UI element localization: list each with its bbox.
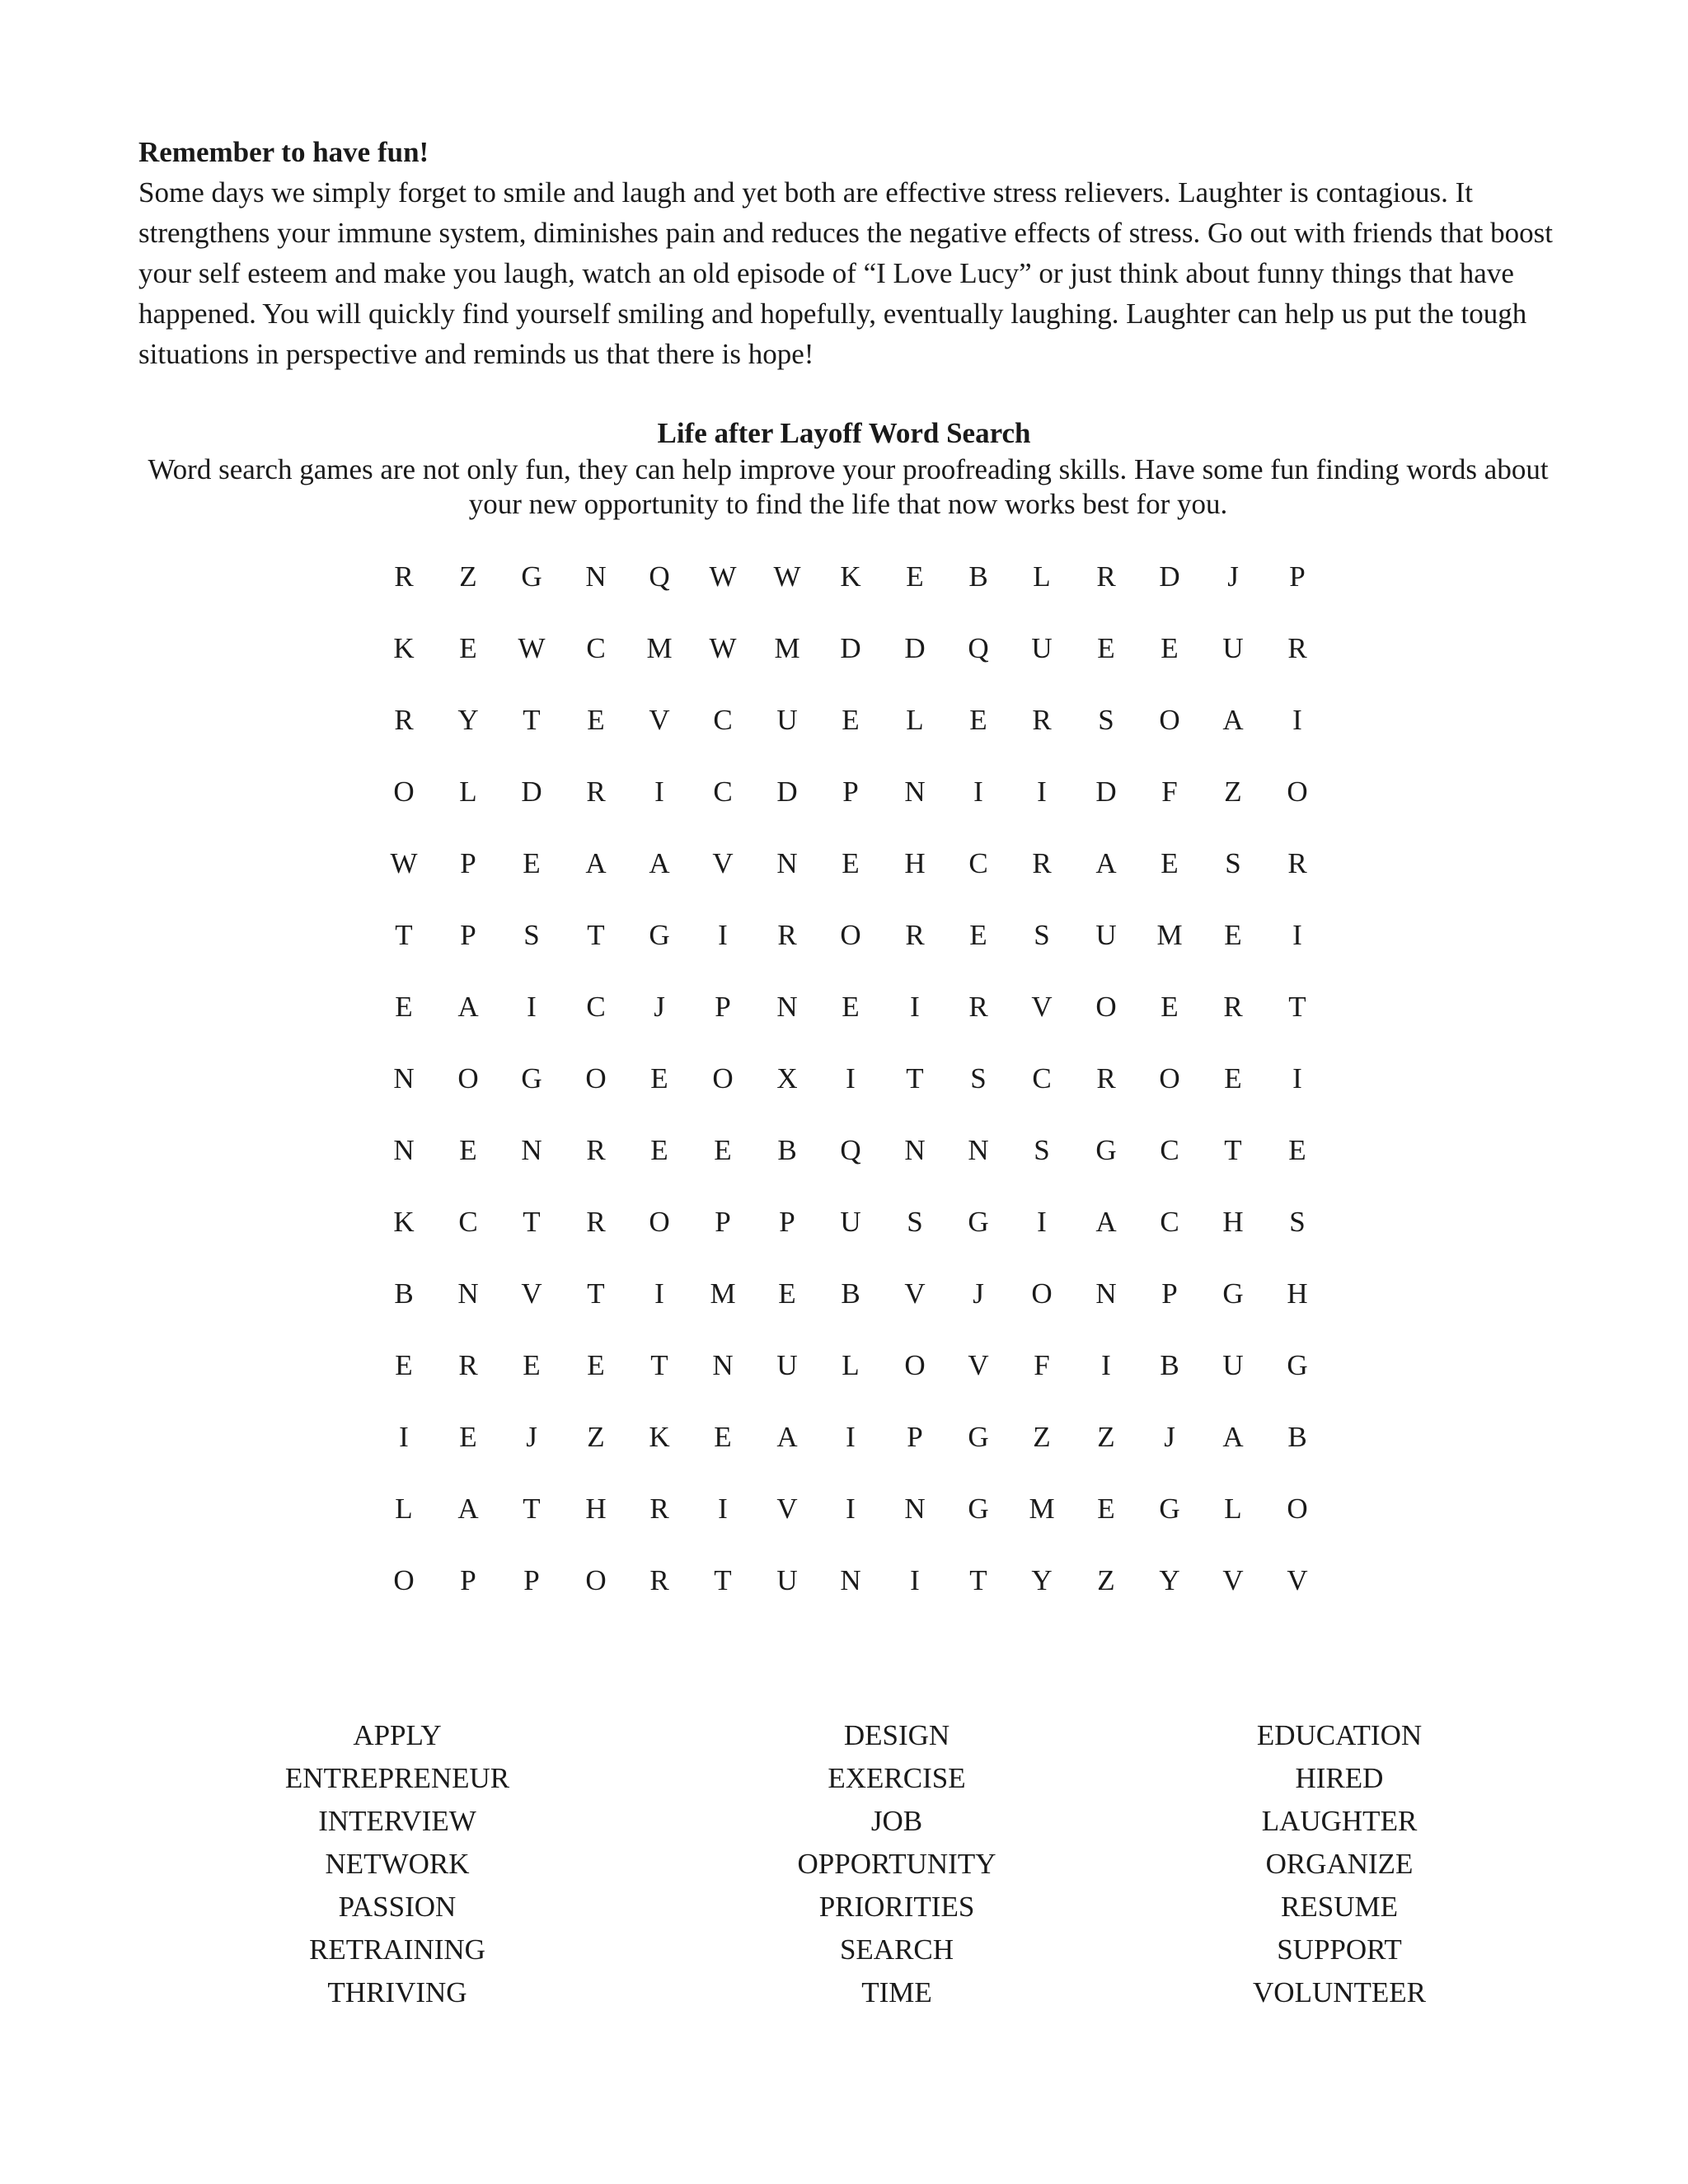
- grid-letter: N: [904, 776, 926, 808]
- grid-letter: D: [840, 632, 861, 664]
- grid-letter: H: [1222, 1206, 1244, 1238]
- grid-letter: A: [585, 847, 607, 879]
- grid-letter: Q: [968, 632, 989, 664]
- grid-letter: G: [968, 1206, 989, 1238]
- grid-letter: C: [713, 704, 733, 736]
- grid-letter: C: [968, 847, 988, 879]
- grid-letter: V: [1031, 991, 1053, 1023]
- word-list-item: INTERVIEW: [318, 1805, 476, 1837]
- grid-letter: L: [906, 704, 924, 736]
- grid-letter: P: [460, 919, 476, 951]
- grid-letter: I: [718, 1493, 728, 1525]
- grid-letter: V: [968, 1349, 989, 1381]
- grid-letter: T: [587, 919, 605, 951]
- grid-letter: E: [1097, 1493, 1115, 1525]
- word-list-item: TIME: [861, 1976, 932, 2008]
- grid-letter: W: [709, 560, 737, 593]
- grid-letter: R: [905, 919, 925, 951]
- grid-letter: N: [1095, 1277, 1117, 1310]
- grid-letter: D: [521, 776, 542, 808]
- grid-letter: M: [646, 632, 673, 664]
- grid-letter: O: [904, 1349, 926, 1381]
- grid-letter: N: [968, 1134, 989, 1166]
- grid-letter: O: [457, 1062, 479, 1094]
- grid-letter: Q: [840, 1134, 861, 1166]
- word-list-item: APPLY: [353, 1719, 442, 1751]
- grid-letter: F: [1161, 776, 1178, 808]
- grid-letter: C: [1032, 1062, 1052, 1094]
- word-list-item: SUPPORT: [1277, 1933, 1402, 1966]
- grid-letter: J: [1164, 1421, 1175, 1453]
- grid-letter: T: [587, 1277, 605, 1310]
- grid-letter: P: [715, 1206, 731, 1238]
- grid-letter: L: [459, 776, 477, 808]
- word-list-column: [150, 1714, 645, 2014]
- grid-letter: R: [1032, 847, 1052, 879]
- grid-letter: R: [586, 1206, 606, 1238]
- grid-letter: E: [587, 1349, 605, 1381]
- grid-letter: E: [714, 1421, 732, 1453]
- grid-letter: M: [1029, 1493, 1055, 1525]
- grid-letter: G: [1159, 1493, 1180, 1525]
- grid-letter: Q: [649, 560, 670, 593]
- grid-letter: U: [1222, 632, 1244, 664]
- word-search-instructions: Word search games are not only fun, they can help improve your proofreading skills. Have some fun finding words about your new opportunity to find the life that now works best for you.: [148, 453, 1549, 520]
- grid-letter: N: [585, 560, 607, 593]
- grid-letter: R: [394, 560, 414, 593]
- grid-letter: B: [1160, 1349, 1179, 1381]
- grid-letter: T: [969, 1564, 987, 1596]
- grid-letter: R: [1096, 560, 1116, 593]
- grid-letter: I: [1037, 1206, 1047, 1238]
- word-list-item: ORGANIZE: [1265, 1848, 1414, 1880]
- grid-letter: A: [1222, 704, 1244, 736]
- word-list-item: SEARCH: [839, 1933, 954, 1966]
- grid-letter: N: [776, 991, 798, 1023]
- grid-letter: H: [1287, 1277, 1308, 1310]
- grid-letter: R: [1287, 632, 1307, 664]
- grid-letter: Y: [457, 704, 479, 736]
- word-list-item: NETWORK: [325, 1848, 470, 1880]
- grid-letter: E: [842, 991, 860, 1023]
- grid-letter: O: [1287, 776, 1308, 808]
- grid-letter: G: [1095, 1134, 1117, 1166]
- grid-letter: E: [1224, 1062, 1242, 1094]
- grid-letter: J: [526, 1421, 537, 1453]
- grid-letter: C: [586, 991, 606, 1023]
- grid-letter: Z: [1097, 1421, 1115, 1453]
- grid-letter: E: [906, 560, 924, 593]
- grid-letter: O: [649, 1206, 670, 1238]
- grid-letter: X: [776, 1062, 798, 1094]
- grid-letter: U: [776, 1564, 798, 1596]
- word-list-item: ENTREPRENEUR: [284, 1762, 510, 1794]
- grid-letter: E: [969, 704, 987, 736]
- word-list-item: OPPORTUNITY: [797, 1848, 996, 1880]
- grid-letter: W: [709, 632, 737, 664]
- grid-letter: P: [779, 1206, 795, 1238]
- grid-letter: R: [1096, 1062, 1116, 1094]
- grid-letter: C: [458, 1206, 478, 1238]
- grid-letter: C: [713, 776, 733, 808]
- grid-letter: K: [393, 632, 415, 664]
- grid-letter: C: [1160, 1134, 1179, 1166]
- grid-letter: L: [842, 1349, 860, 1381]
- word-list-item: RESUME: [1281, 1891, 1398, 1923]
- grid-letter: B: [1287, 1421, 1307, 1453]
- grid-letter: B: [968, 560, 988, 593]
- intro-paragraph: Some days we simply forget to smile and laugh and yet both are effective stress relievers. Laughter is contagious. It strengthens your immune system, diminishes pain and reduces the negative effects of stress. Go out with friends that boost your self esteem and make you laugh, watch an old episode of “I Love Lucy” or just think about funny things that have happened. You will quickly find yourself smiling and hopefully, eventually laughing. Laughter can help us put the tough situations in perspective and reminds us that there is hope!: [138, 176, 1553, 370]
- grid-letter: I: [846, 1493, 856, 1525]
- grid-letter: W: [390, 847, 418, 879]
- grid-letter: E: [650, 1062, 668, 1094]
- grid-letter: M: [1156, 919, 1183, 951]
- grid-letter: K: [649, 1421, 670, 1453]
- grid-letter: N: [393, 1062, 415, 1094]
- grid-letter: G: [649, 919, 670, 951]
- grid-letter: G: [968, 1493, 989, 1525]
- grid-letter: Z: [587, 1421, 605, 1453]
- grid-letter: O: [585, 1062, 607, 1094]
- grid-letter: O: [1095, 991, 1117, 1023]
- grid-letter: U: [1222, 1349, 1244, 1381]
- grid-letter: Z: [459, 560, 477, 593]
- grid-letter: O: [393, 1564, 415, 1596]
- grid-letter: P: [460, 1564, 476, 1596]
- intro-heading: Remember to have fun!: [138, 136, 429, 168]
- grid-letter: E: [395, 1349, 413, 1381]
- grid-letter: O: [1159, 704, 1180, 736]
- grid-letter: V: [521, 1277, 542, 1310]
- grid-letter: C: [1160, 1206, 1179, 1238]
- grid-letter: S: [1034, 1134, 1050, 1166]
- grid-letter: E: [842, 847, 860, 879]
- word-list-item: EXERCISE: [828, 1762, 966, 1794]
- grid-letter: U: [776, 1349, 798, 1381]
- grid-letter: H: [585, 1493, 607, 1525]
- grid-letter: I: [1292, 919, 1302, 951]
- grid-letter: G: [1222, 1277, 1244, 1310]
- grid-letter: N: [904, 1493, 926, 1525]
- grid-letter: R: [586, 1134, 606, 1166]
- grid-letter: O: [712, 1062, 734, 1094]
- grid-letter: R: [458, 1349, 478, 1381]
- grid-letter: J: [1227, 560, 1239, 593]
- grid-letter: I: [846, 1062, 856, 1094]
- grid-letter: N: [904, 1134, 926, 1166]
- grid-letter: B: [777, 1134, 797, 1166]
- grid-letter: R: [586, 776, 606, 808]
- grid-letter: E: [1097, 632, 1115, 664]
- grid-letter: P: [842, 776, 859, 808]
- grid-letter: R: [968, 991, 988, 1023]
- grid-letter: O: [585, 1564, 607, 1596]
- grid-letter: L: [1224, 1493, 1242, 1525]
- grid-letter: A: [457, 991, 479, 1023]
- grid-letter: P: [1289, 560, 1306, 593]
- grid-letter: E: [459, 1421, 477, 1453]
- grid-letter: J: [654, 991, 665, 1023]
- grid-letter: N: [840, 1564, 861, 1596]
- grid-letter: W: [518, 632, 546, 664]
- grid-letter: V: [1222, 1564, 1244, 1596]
- word-list-item: JOB: [870, 1805, 923, 1837]
- grid-letter: M: [710, 1277, 736, 1310]
- grid-letter: I: [399, 1421, 409, 1453]
- grid-letter: T: [523, 1206, 541, 1238]
- grid-letter: D: [904, 632, 926, 664]
- grid-letter: E: [714, 1134, 732, 1166]
- grid-letter: S: [1225, 847, 1241, 879]
- word-list-item: RETRAINING: [309, 1933, 485, 1966]
- grid-letter: E: [523, 1349, 541, 1381]
- grid-letter: E: [1288, 1134, 1306, 1166]
- grid-letter: A: [457, 1493, 479, 1525]
- grid-letter: E: [1160, 632, 1179, 664]
- grid-letter: E: [650, 1134, 668, 1166]
- grid-letter: T: [906, 1062, 924, 1094]
- grid-letter: I: [910, 1564, 920, 1596]
- grid-letter: A: [1095, 847, 1117, 879]
- grid-letter: G: [1287, 1349, 1308, 1381]
- grid-letter: N: [393, 1134, 415, 1166]
- word-list-column: [649, 1714, 1144, 2014]
- grid-letter: A: [649, 847, 670, 879]
- word-list-item: PRIORITIES: [818, 1891, 975, 1923]
- grid-letter: I: [973, 776, 983, 808]
- grid-letter: E: [523, 847, 541, 879]
- grid-letter: L: [395, 1493, 413, 1525]
- grid-letter: O: [1159, 1062, 1180, 1094]
- grid-letter: V: [712, 847, 734, 879]
- grid-letter: I: [910, 991, 920, 1023]
- word-list-item: DESIGN: [843, 1719, 950, 1751]
- grid-letter: R: [1032, 704, 1052, 736]
- grid-letter: V: [649, 704, 670, 736]
- grid-letter: E: [395, 991, 413, 1023]
- grid-letter: I: [654, 776, 664, 808]
- grid-letter: D: [1095, 776, 1117, 808]
- word-list-column: [1092, 1714, 1587, 2014]
- grid-letter: P: [715, 991, 731, 1023]
- grid-letter: I: [846, 1421, 856, 1453]
- grid-letter: E: [459, 1134, 477, 1166]
- grid-letter: E: [842, 704, 860, 736]
- grid-letter: S: [1289, 1206, 1306, 1238]
- grid-letter: A: [1222, 1421, 1244, 1453]
- grid-letter: F: [1034, 1349, 1050, 1381]
- grid-letter: O: [1287, 1493, 1308, 1525]
- grid-letter: K: [840, 560, 861, 593]
- grid-letter: R: [1287, 847, 1307, 879]
- grid-letter: U: [840, 1206, 861, 1238]
- grid-letter: V: [904, 1277, 926, 1310]
- grid-letter: P: [1161, 1277, 1178, 1310]
- grid-letter: D: [1159, 560, 1180, 593]
- grid-letter: V: [1287, 1564, 1308, 1596]
- grid-letter: E: [778, 1277, 796, 1310]
- grid-letter: I: [527, 991, 537, 1023]
- grid-letter: K: [393, 1206, 415, 1238]
- grid-letter: P: [460, 847, 476, 879]
- grid-letter: P: [523, 1564, 540, 1596]
- grid-letter: P: [907, 1421, 923, 1453]
- grid-letter: G: [968, 1421, 989, 1453]
- grid-letter: N: [457, 1277, 479, 1310]
- grid-letter: Y: [1031, 1564, 1053, 1596]
- grid-letter: Y: [1159, 1564, 1180, 1596]
- grid-letter: J: [973, 1277, 984, 1310]
- grid-letter: H: [904, 847, 926, 879]
- grid-letter: T: [523, 1493, 541, 1525]
- grid-letter: D: [776, 776, 798, 808]
- grid-letter: T: [650, 1349, 668, 1381]
- grid-letter: O: [840, 919, 861, 951]
- grid-letter: I: [1292, 704, 1302, 736]
- grid-letter: I: [1101, 1349, 1111, 1381]
- grid-letter: Z: [1097, 1564, 1115, 1596]
- grid-letter: Z: [1033, 1421, 1051, 1453]
- grid-letter: I: [1037, 776, 1047, 808]
- grid-letter: U: [1095, 919, 1117, 951]
- grid-letter: E: [1160, 991, 1179, 1023]
- word-list-item: PASSION: [338, 1891, 457, 1923]
- grid-letter: T: [395, 919, 413, 951]
- grid-letter: O: [393, 776, 415, 808]
- grid-letter: B: [841, 1277, 860, 1310]
- grid-letter: N: [521, 1134, 542, 1166]
- grid-letter: N: [712, 1349, 734, 1381]
- word-list-item: LAUGHTER: [1261, 1805, 1418, 1837]
- word-list-item: EDUCATION: [1256, 1719, 1423, 1751]
- grid-letter: A: [776, 1421, 798, 1453]
- grid-letter: I: [718, 919, 728, 951]
- grid-letter: S: [1098, 704, 1114, 736]
- grid-letter: T: [523, 704, 541, 736]
- grid-letter: E: [969, 919, 987, 951]
- word-list-item: VOLUNTEER: [1253, 1976, 1426, 2008]
- grid-letter: T: [1224, 1134, 1242, 1166]
- grid-letter: I: [654, 1277, 664, 1310]
- grid-letter: R: [777, 919, 797, 951]
- grid-letter: E: [587, 704, 605, 736]
- grid-letter: G: [521, 560, 542, 593]
- grid-letter: R: [1223, 991, 1243, 1023]
- grid-letter: N: [776, 847, 798, 879]
- grid-letter: G: [521, 1062, 542, 1094]
- grid-letter: Z: [1224, 776, 1242, 808]
- grid-letter: E: [1160, 847, 1179, 879]
- grid-letter: O: [1031, 1277, 1053, 1310]
- grid-letter: R: [649, 1493, 669, 1525]
- grid-letter: I: [1292, 1062, 1302, 1094]
- word-search-title: Life after Layoff Word Search: [657, 417, 1031, 449]
- grid-letter: M: [774, 632, 800, 664]
- grid-letter: S: [523, 919, 540, 951]
- grid-letter: S: [970, 1062, 987, 1094]
- grid-letter: T: [1288, 991, 1306, 1023]
- grid-letter: W: [773, 560, 801, 593]
- grid-letter: U: [776, 704, 798, 736]
- grid-letter: T: [714, 1564, 732, 1596]
- grid-letter: C: [586, 632, 606, 664]
- grid-letter: A: [1095, 1206, 1117, 1238]
- word-list-item: THRIVING: [327, 1976, 467, 2008]
- grid-letter: R: [649, 1564, 669, 1596]
- grid-letter: S: [907, 1206, 923, 1238]
- grid-letter: V: [776, 1493, 798, 1525]
- grid-letter: B: [394, 1277, 414, 1310]
- grid-letter: E: [459, 632, 477, 664]
- grid-letter: E: [1224, 919, 1242, 951]
- grid-letter: L: [1033, 560, 1051, 593]
- word-list-item: HIRED: [1295, 1762, 1384, 1794]
- grid-letter: S: [1034, 919, 1050, 951]
- grid-letter: U: [1031, 632, 1053, 664]
- grid-letter: R: [394, 704, 414, 736]
